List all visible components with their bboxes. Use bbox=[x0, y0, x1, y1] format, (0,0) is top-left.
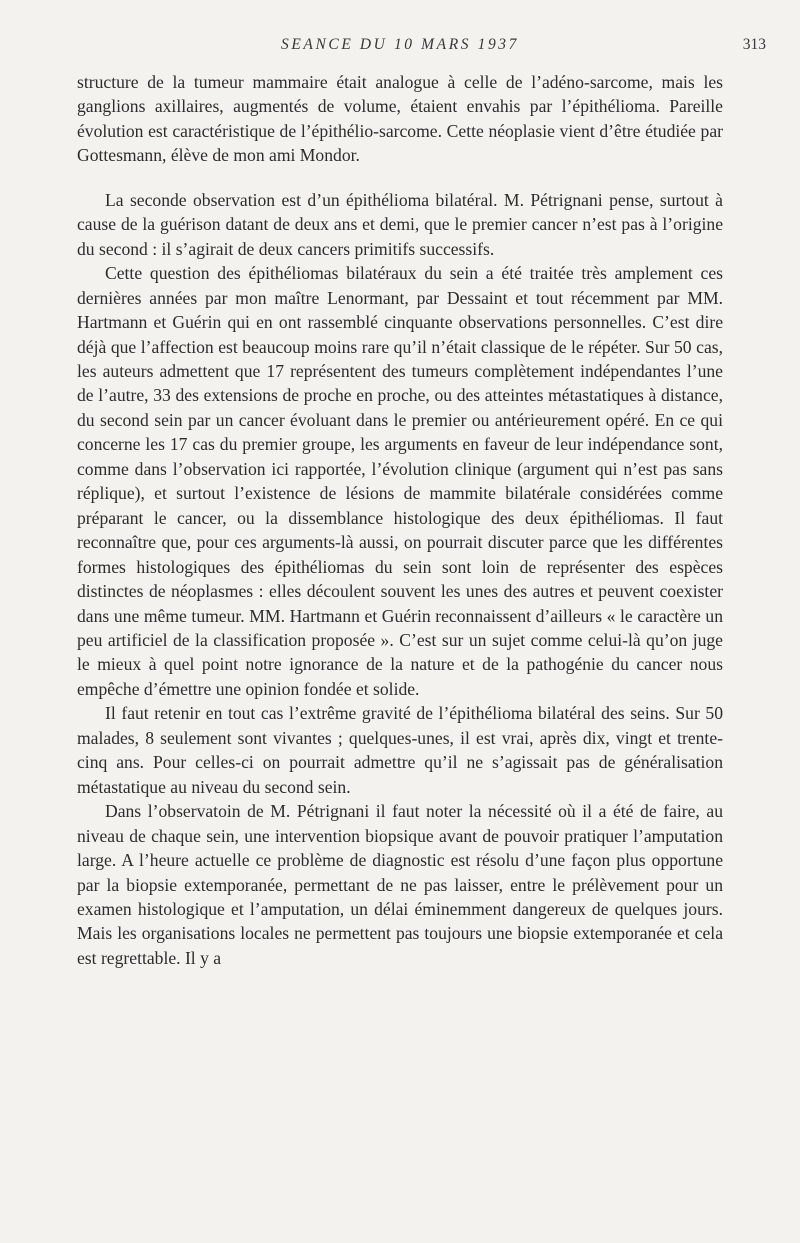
paragraph-1: structure de la tumeur mammaire était analogue à celle de l’adéno-sarcome, mais les ganglions axillaires, augmentés de volume, étaient envahis par l’épithélioma. Pareille évolution est caractéristique de l’épithélio-sarcome. Cette néoplasie vient d’être étudiée par Gottesmann, élève de mon ami Mondor. bbox=[77, 72, 723, 166]
running-title: SEANCE DU 10 MARS 1937 bbox=[280, 36, 519, 53]
paragraph-4: Il faut retenir en tout cas l’extrême gravité de l’épithélioma bilatéral des seins. Sur 50 malades, 8 seulement sont vivantes ; quelques-unes, il est vrai, après dix, vingt et trente-cinq ans. Pour celles-ci on pourrait admettre qu’il ne s’agissait pas de généralisation métastatique au niveau du second sein. bbox=[77, 703, 723, 797]
page-number: 313 bbox=[742, 36, 766, 53]
paragraph-3: Cette question des épithéliomas bilatéraux du sein a été traitée très amplement ces dernières années par mon maître Lenormant, par Dessaint et tout récemment par MM. Hartmann et Guérin qui en ont rassemblé cinquante observations personnelles. C’est dire déjà que l’affection est beaucoup moins rare qu’il n’était classique de le répéter. Sur 50 cas, les auteurs admettent que 17 représentent des tumeurs complètement indépendantes l’une de l’autre, 33 des extensions de proche en proche, ou des atteintes métastatiques à distance, du second sein par un cancer évoluant dans le premier ou antérieurement opéré. En ce qui concerne les 17 cas du premier groupe, les arguments en faveur de leur indépendance sont, comme dans l’observation ici rapportée, l’évolution clinique (argument qui n’est pas sans réplique), et surtout l’existence de lésions de mammite bilatérale considérées comme préparant le cancer, ou la dissemblance histologique des deux épithéliomas. Il faut reconnaître que, pour ces arguments-là aussi, on pourrait discuter parce que les différentes formes histologiques des épithéliomas du sein sont loin de représenter des espèces distinctes de néoplasmes : elles découlent souvent les unes des autres et peuvent coexister dans une même tumeur. MM. Hartmann et Guérin reconnaissent d’ailleurs « le caractère un peu artificiel de la classification proposée ». C’est sur un sujet comme celui-là qu’on juge le mieux à quel point notre ignorance de la nature et de la pathogénie du cancer nous empêche d’émettre une opinion fondée et solide. bbox=[77, 263, 723, 699]
page-header bbox=[0, 36, 800, 60]
paragraph-5: Dans l’observatoin de M. Pétrignani il faut noter la nécessité où il a été de faire, au niveau de chaque sein, une intervention biopsique avant de pouvoir pratiquer l’amputation large. A l’heure actuelle ce problème de diagnostic est résolu d’une façon plus opportune par la biopsie extemporanée, permettant de ne pas laisser, entre le prélèvement pour un examen histologique et l’amputation, un délai éminemment dangereux de quelques jours. Mais les organisations locales ne permettent pas toujours une biopsie extemporanée et cela est regrettable. Il y a bbox=[77, 801, 723, 968]
paragraph-2: La seconde observation est d’un épithélioma bilatéral. M. Pétrignani pense, surtout à cause de la guérison datant de deux ans et demi, que le premier cancer n’est pas à l’origine du second : il s’agirait de deux cancers primitifs successifs. bbox=[77, 189, 723, 259]
body-text bbox=[77, 70, 723, 970]
